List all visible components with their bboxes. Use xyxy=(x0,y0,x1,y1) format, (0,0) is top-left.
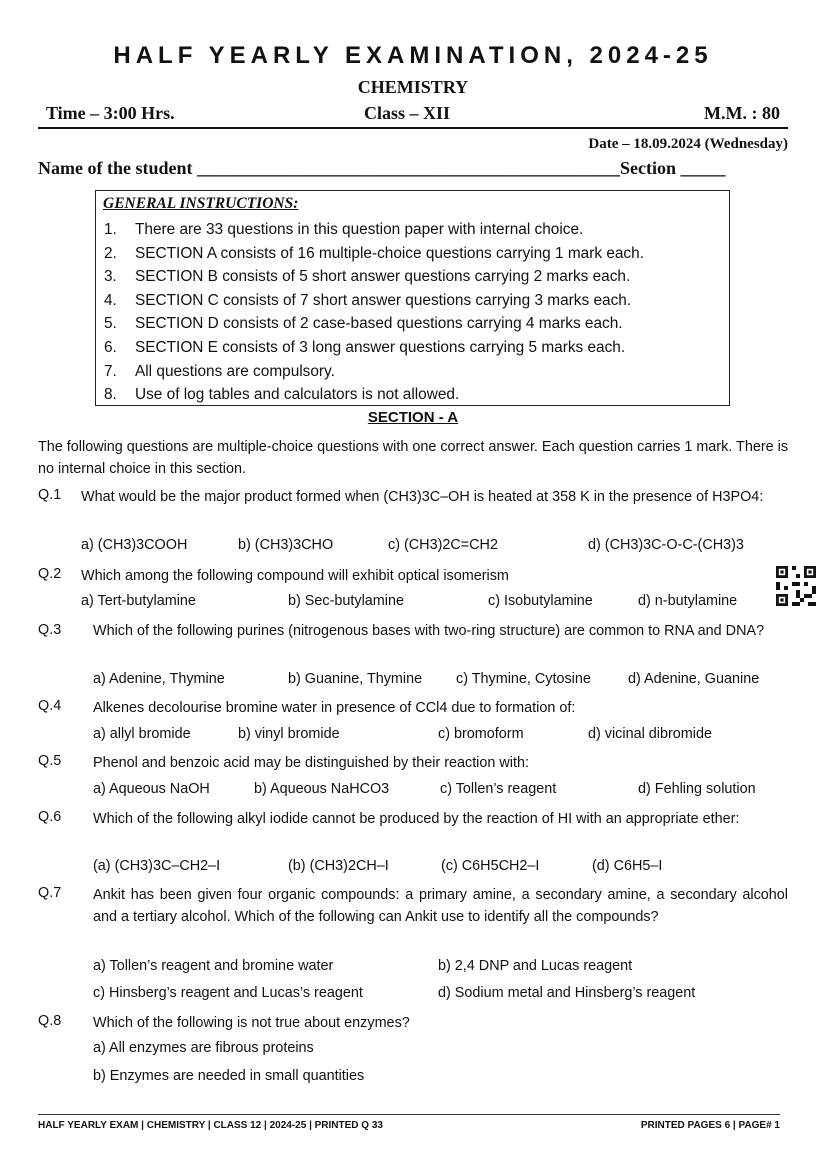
option-d: d) (CH3)3C-O-C-(CH3)3 xyxy=(588,537,744,553)
option-d: (d) C6H5–I xyxy=(592,858,663,874)
question-text: Ankit has been given four organic compounds: a primary amine, a secondary amine, a secondary alcohol and a tertiary alcohol. Which of the following can Ankit use to identify all the compounds? xyxy=(93,887,788,925)
section-label: Section xyxy=(620,158,676,178)
footer-left: HALF YEARLY EXAM | CHEMISTRY | CLASS 12 | 2024-25 | PRINTED Q 33 xyxy=(38,1120,383,1131)
instruction-item: 2. SECTION A consists of 16 multiple-choice questions carrying 1 mark each. xyxy=(104,244,644,262)
question-number: Q.8 xyxy=(38,1013,62,1029)
option-c: c) Tollen’s reagent xyxy=(440,781,557,797)
instruction-item: 1. There are 33 questions in this question paper with internal choice. xyxy=(104,221,584,238)
option-a: a) Tollen’s reagent and bromine water xyxy=(93,958,334,974)
option-b: b) 2,4 DNP and Lucas reagent xyxy=(438,958,633,974)
section-a-title: SECTION - A xyxy=(367,409,459,426)
qr-code-icon xyxy=(776,566,816,606)
instruction-item: 6. SECTION E consists of 3 long answer questions carrying 5 marks each. xyxy=(104,338,626,356)
instructions-box xyxy=(95,190,730,406)
option-d: d) n-butylamine xyxy=(638,593,738,609)
question-text: Which of the following purines (nitrogenous bases with two-ring structure) are common to RNA and DNA? xyxy=(93,623,765,639)
footer-right: PRINTED PAGES 6 | PAGE# 1 xyxy=(640,1120,780,1131)
section-a-intro: The following questions are multiple-choice questions with one correct answer. Each question carries 1 mark. There is no internal choice in this section. xyxy=(38,439,789,477)
option-b: b) vinyl bromide xyxy=(238,726,340,742)
question-text: Which of the following is not true about enzymes? xyxy=(93,1015,410,1031)
option-a: a) (CH3)3COOH xyxy=(81,537,188,553)
question-number: Q.2 xyxy=(38,566,62,582)
header-rule xyxy=(38,127,788,129)
option-a: a) allyl bromide xyxy=(93,726,191,742)
section-blank: _____ xyxy=(680,158,726,178)
exam-date: Date – 18.09.2024 (Wednesday) xyxy=(588,136,788,152)
option-c: c) (CH3)2C=CH2 xyxy=(388,537,498,553)
question-number: Q.5 xyxy=(38,753,62,769)
instructions-list xyxy=(104,218,644,407)
instruction-item: 5. SECTION D consists of 2 case-based questions carrying 4 marks each. xyxy=(104,315,623,333)
question-text: Which of the following alkyl iodide cannot be produced by the reaction of HI with an appropriate ether: xyxy=(93,811,740,827)
question-text: What would be the major product formed when (CH3)3C–OH is heated at 358 K in the presence of H3PO4: xyxy=(81,489,764,505)
subject-title: CHEMISTRY xyxy=(357,77,469,97)
option-c: c) bromoform xyxy=(438,726,524,742)
question-number: Q.7 xyxy=(38,885,62,901)
option-d: d) Adenine, Guanine xyxy=(628,671,760,687)
instruction-item: 8. Use of log tables and calculators is not allowed. xyxy=(104,386,460,404)
option-a: (a) (CH3)3C–CH2–I xyxy=(93,858,221,874)
option-b: b) Guanine, Thymine xyxy=(288,671,423,687)
option-b: b) (CH3)3CHO xyxy=(238,537,334,553)
option-d: d) Fehling solution xyxy=(638,781,756,797)
option-d: d) vicinal dibromide xyxy=(588,726,712,742)
instruction-item: 4. SECTION C consists of 7 short answer questions carrying 3 marks each. xyxy=(104,291,632,309)
footer-rule xyxy=(38,1114,780,1115)
student-name-line xyxy=(38,158,726,179)
instruction-item: 7. All questions are compulsory. xyxy=(104,362,335,380)
option-b: (b) (CH3)2CH–I xyxy=(288,858,389,874)
question-text: Alkenes decolourise bromine water in presence of CCl4 due to formation of: xyxy=(93,700,576,716)
name-label: Name of the student xyxy=(38,158,193,178)
option-a: a) Adenine, Thymine xyxy=(93,671,225,687)
exam-title: HALF YEARLY EXAMINATION, 2024-25 xyxy=(113,42,713,69)
instruction-item: 3. SECTION B consists of 5 short answer questions carrying 2 marks each. xyxy=(104,268,631,286)
option-c: c) Isobutylamine xyxy=(488,593,593,609)
time-allowed: Time – 3:00 Hrs. xyxy=(46,103,175,123)
max-marks: M.M. : 80 xyxy=(704,103,780,123)
question-number: Q.1 xyxy=(38,487,62,503)
question-text: Which among the following compound will exhibit optical isomerism xyxy=(81,568,509,584)
question-number: Q.4 xyxy=(38,698,62,714)
option-a: a) Tert-butylamine xyxy=(81,593,196,609)
option-d: d) Sodium metal and Hinsberg’s reagent xyxy=(438,985,696,1001)
option-a: a) All enzymes are fibrous proteins xyxy=(93,1040,314,1056)
name-blank: _______________________________________________ xyxy=(197,158,620,178)
class-label: Class – XII xyxy=(364,103,451,123)
option-c: c) Hinsberg’s reagent and Lucas’s reagent xyxy=(93,985,363,1001)
question-text: Phenol and benzoic acid may be distinguished by their reaction with: xyxy=(93,755,529,771)
option-b: b) Enzymes are needed in small quantities xyxy=(93,1068,365,1084)
option-a: a) Aqueous NaOH xyxy=(93,781,210,797)
question-number: Q.3 xyxy=(38,622,62,638)
option-b: b) Aqueous NaHCO3 xyxy=(254,781,390,797)
option-c: (c) C6H5CH2–I xyxy=(441,858,540,874)
instructions-heading: GENERAL INSTRUCTIONS: xyxy=(103,195,299,212)
question-number: Q.6 xyxy=(38,809,62,825)
option-b: b) Sec-butylamine xyxy=(288,593,404,609)
option-c: c) Thymine, Cytosine xyxy=(456,671,591,687)
